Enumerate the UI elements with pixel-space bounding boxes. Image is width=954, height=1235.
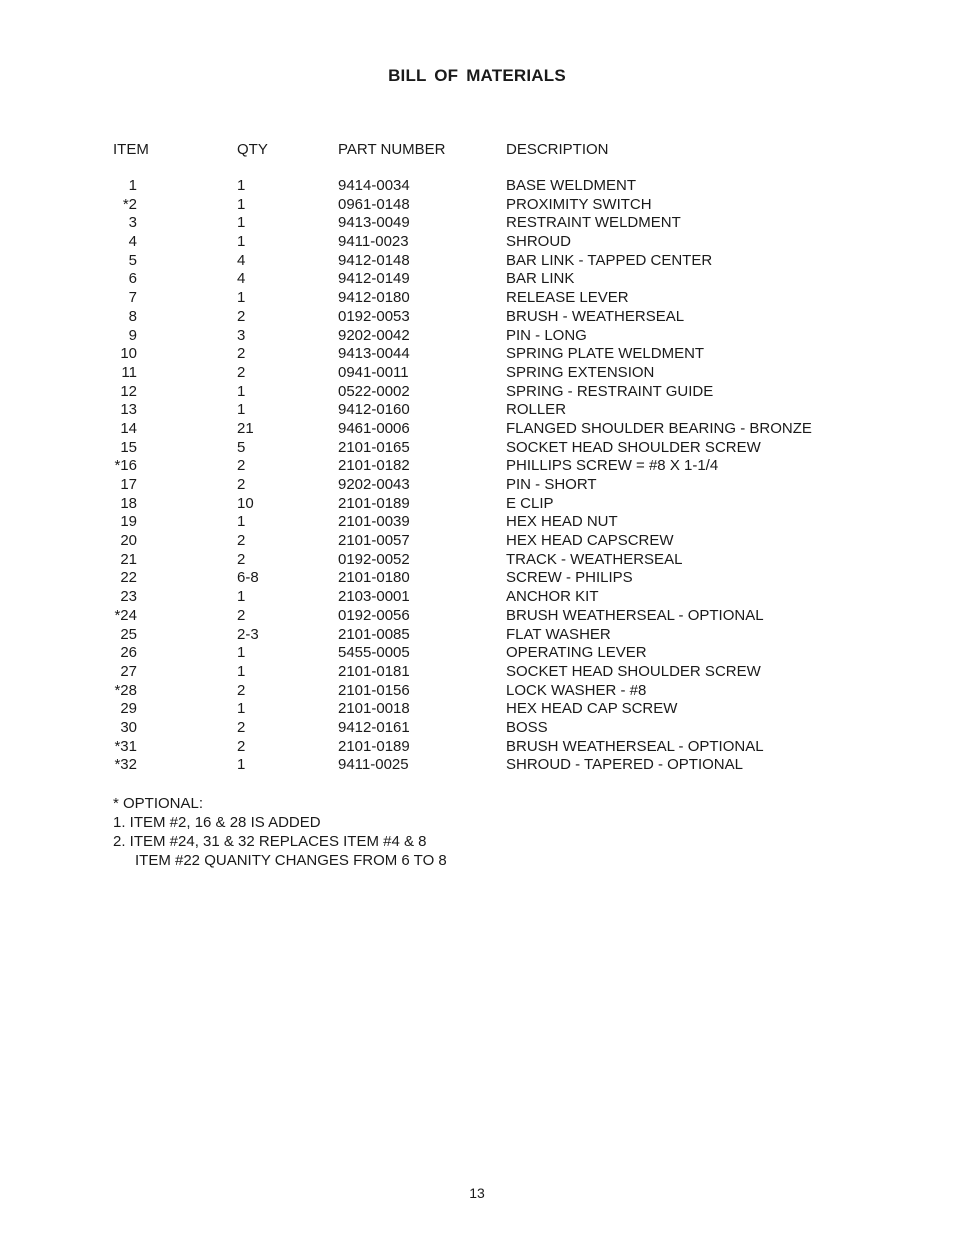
cell-part-number: 2101-0018 xyxy=(338,700,410,718)
cell-part-number: 9202-0043 xyxy=(338,476,410,493)
cell-description: HEX HEAD CAP SCREW xyxy=(506,700,678,718)
cell-description: PROXIMITY SWITCH xyxy=(506,195,652,213)
cell-description: PIN - SHORT xyxy=(506,476,597,493)
table-row xyxy=(113,700,853,719)
cell-item: 7 xyxy=(128,289,137,307)
table-row xyxy=(113,196,853,215)
note-line-2-continuation: ITEM #22 QUANITY CHANGES FROM 6 TO 8 xyxy=(135,852,447,869)
cell-item: 25 xyxy=(120,625,137,643)
cell-description: ANCHOR KIT xyxy=(506,588,599,606)
table-row xyxy=(113,756,853,775)
cell-item: *28 xyxy=(114,681,137,699)
cell-description: SPRING PLATE WELDMENT xyxy=(506,345,705,363)
cell-item: 15 xyxy=(120,438,137,456)
cell-item: *16 xyxy=(114,457,137,475)
cell-part-number: 2101-0180 xyxy=(338,569,410,587)
cell-qty: 3 xyxy=(237,326,246,344)
cell-description: OPERATING LEVER xyxy=(506,644,647,662)
table-row xyxy=(113,513,853,532)
table-row xyxy=(113,364,853,383)
cell-part-number: 2101-0156 xyxy=(338,681,410,699)
cell-qty: 10 xyxy=(237,494,254,512)
cell-qty: 2 xyxy=(237,345,246,363)
cell-part-number: 9413-0049 xyxy=(338,214,410,232)
cell-item: 6 xyxy=(128,270,137,288)
cell-item: 3 xyxy=(128,214,137,232)
cell-description: BRUSH WEATHERSEAL - OPTIONAL xyxy=(506,606,764,624)
cell-description: BRUSH - WEATHERSEAL xyxy=(506,307,685,325)
cell-description: PHILLIPS SCREW = #8 X 1-1/4 xyxy=(506,457,719,475)
cell-item: 1 xyxy=(128,177,137,194)
cell-description: SHROUD - TAPERED - OPTIONAL xyxy=(506,756,743,774)
cell-item: *2 xyxy=(122,195,137,213)
table-row xyxy=(113,551,853,570)
cell-item: *32 xyxy=(114,756,137,774)
cell-part-number: 9413-0044 xyxy=(338,345,410,363)
cell-description: SPRING EXTENSION xyxy=(506,363,655,381)
cell-qty: 2-3 xyxy=(237,625,259,643)
cell-item: 4 xyxy=(128,233,137,251)
cell-part-number: 9414-0034 xyxy=(338,177,410,194)
cell-part-number: 2101-0182 xyxy=(338,457,410,475)
cell-qty: 1 xyxy=(237,513,246,531)
table-row xyxy=(113,588,853,607)
cell-item: 17 xyxy=(120,476,137,493)
table-row xyxy=(113,663,853,682)
cell-qty: 1 xyxy=(237,756,246,774)
table-row xyxy=(113,476,853,495)
cell-qty: 2 xyxy=(237,476,246,493)
cell-description: SCREW - PHILIPS xyxy=(506,569,633,587)
table-row xyxy=(113,607,853,626)
table-row xyxy=(113,682,853,701)
table-row xyxy=(113,626,853,645)
table-row xyxy=(113,214,853,233)
cell-qty: 1 xyxy=(237,195,246,213)
cell-item: 18 xyxy=(120,494,137,512)
cell-part-number: 9461-0006 xyxy=(338,419,410,437)
header-description: DESCRIPTION xyxy=(506,141,609,158)
table-row xyxy=(113,738,853,757)
cell-item: 21 xyxy=(120,550,137,568)
cell-item: 11 xyxy=(121,363,137,381)
cell-description: BAR LINK - TAPPED CENTER xyxy=(506,251,713,269)
cell-qty: 4 xyxy=(237,251,246,269)
cell-qty: 2 xyxy=(237,363,246,381)
cell-qty: 4 xyxy=(237,270,246,288)
cell-part-number: 9412-0149 xyxy=(338,270,410,288)
cell-part-number: 9412-0160 xyxy=(338,401,410,419)
cell-qty: 1 xyxy=(237,289,246,307)
cell-description: BASE WELDMENT xyxy=(506,177,637,194)
cell-description: RELEASE LEVER xyxy=(506,289,629,307)
table-header-row xyxy=(113,140,853,159)
cell-description: BAR LINK xyxy=(506,270,575,288)
cell-part-number: 2101-0057 xyxy=(338,532,410,550)
cell-item: 9 xyxy=(128,326,137,344)
cell-item: 19 xyxy=(120,513,137,531)
cell-description: FLANGED SHOULDER BEARING - BRONZE xyxy=(506,419,812,437)
cell-qty: 2 xyxy=(237,681,246,699)
header-qty: QTY xyxy=(237,141,268,158)
cell-part-number: 2101-0181 xyxy=(338,662,410,680)
cell-description: BRUSH WEATHERSEAL - OPTIONAL xyxy=(506,737,764,755)
table-row xyxy=(113,420,853,439)
table-row xyxy=(113,644,853,663)
cell-description: SOCKET HEAD SHOULDER SCREW xyxy=(506,662,761,680)
cell-item: 8 xyxy=(128,307,137,325)
notes-heading: * OPTIONAL: xyxy=(113,795,204,812)
cell-item: 13 xyxy=(120,401,137,419)
cell-qty: 2 xyxy=(237,606,246,624)
table-row xyxy=(113,401,853,420)
table-row xyxy=(113,308,853,327)
cell-qty: 21 xyxy=(237,419,254,437)
cell-qty: 1 xyxy=(237,644,246,662)
header-part-number: PART NUMBER xyxy=(338,141,446,158)
cell-description: HEX HEAD NUT xyxy=(506,513,618,531)
cell-item: 29 xyxy=(120,700,137,718)
page-number: 13 xyxy=(469,1185,485,1201)
table-row xyxy=(113,270,853,289)
table-row xyxy=(113,289,853,308)
cell-qty: 1 xyxy=(237,233,246,251)
header-item: ITEM xyxy=(113,141,149,158)
cell-item: 26 xyxy=(120,644,137,662)
table-row xyxy=(113,345,853,364)
cell-part-number: 5455-0005 xyxy=(338,644,410,662)
cell-part-number: 9411-0025 xyxy=(338,756,409,774)
table-row xyxy=(113,252,853,271)
cell-item: 12 xyxy=(120,382,137,400)
cell-part-number: 0192-0056 xyxy=(338,606,410,624)
cell-part-number: 0192-0053 xyxy=(338,307,410,325)
note-line-2: 2. ITEM #24, 31 & 32 REPLACES ITEM #4 & 8 xyxy=(113,833,427,850)
cell-qty: 1 xyxy=(237,588,246,606)
cell-qty: 2 xyxy=(237,737,246,755)
cell-qty: 2 xyxy=(237,532,246,550)
cell-part-number: 0941-0011 xyxy=(338,363,409,381)
table-row xyxy=(113,177,853,196)
cell-part-number: 9412-0148 xyxy=(338,251,410,269)
table-row xyxy=(113,569,853,588)
cell-item: 27 xyxy=(120,662,137,680)
cell-item: 5 xyxy=(128,251,137,269)
cell-part-number: 2101-0039 xyxy=(338,513,410,531)
cell-qty: 2 xyxy=(237,457,246,475)
cell-part-number: 9412-0161 xyxy=(338,718,410,736)
cell-part-number: 9412-0180 xyxy=(338,289,410,307)
cell-description: LOCK WASHER - #8 xyxy=(506,681,647,699)
cell-description: SPRING - RESTRAINT GUIDE xyxy=(506,382,714,400)
note-line-1: 1. ITEM #2, 16 & 28 IS ADDED xyxy=(113,814,321,831)
cell-part-number: 2103-0001 xyxy=(338,588,410,606)
cell-item: 22 xyxy=(120,569,137,587)
cell-description: FLAT WASHER xyxy=(506,625,611,643)
table-row xyxy=(113,532,853,551)
cell-description: BOSS xyxy=(506,718,548,736)
cell-item: *24 xyxy=(114,606,137,624)
cell-part-number: 0522-0002 xyxy=(338,382,410,400)
table-row xyxy=(113,383,853,402)
cell-description: SHROUD xyxy=(506,233,572,251)
cell-qty: 1 xyxy=(237,662,246,680)
cell-part-number: 0961-0148 xyxy=(338,195,410,213)
cell-item: 14 xyxy=(120,419,137,437)
cell-item: 23 xyxy=(120,588,137,606)
cell-part-number: 0192-0052 xyxy=(338,550,410,568)
cell-qty: 6-8 xyxy=(237,569,259,587)
cell-description: ROLLER xyxy=(506,401,567,419)
cell-description: TRACK - WEATHERSEAL xyxy=(506,550,683,568)
cell-part-number: 9202-0042 xyxy=(338,326,410,344)
cell-description: PIN - LONG xyxy=(506,326,587,344)
cell-description: RESTRAINT WELDMENT xyxy=(506,214,681,232)
cell-description: SOCKET HEAD SHOULDER SCREW xyxy=(506,438,761,456)
cell-qty: 1 xyxy=(237,382,246,400)
cell-qty: 2 xyxy=(237,718,246,736)
bill-of-materials-table xyxy=(113,140,853,775)
cell-description: E CLIP xyxy=(506,494,554,512)
cell-qty: 1 xyxy=(237,214,246,232)
table-row xyxy=(113,495,853,514)
cell-item: *31 xyxy=(114,737,137,755)
table-row xyxy=(113,327,853,346)
cell-part-number: 2101-0085 xyxy=(338,625,410,643)
cell-qty: 2 xyxy=(237,307,246,325)
cell-qty: 2 xyxy=(237,550,246,568)
optional-notes xyxy=(113,794,447,870)
cell-description: HEX HEAD CAPSCREW xyxy=(506,532,674,550)
table-row xyxy=(113,439,853,458)
cell-qty: 1 xyxy=(237,177,246,194)
cell-qty: 5 xyxy=(237,438,246,456)
cell-item: 10 xyxy=(120,345,137,363)
cell-item: 30 xyxy=(120,718,137,736)
cell-qty: 1 xyxy=(237,401,246,419)
page-title: BILL OF MATERIALS xyxy=(388,66,566,85)
table-row xyxy=(113,457,853,476)
cell-part-number: 2101-0189 xyxy=(338,494,410,512)
cell-qty: 1 xyxy=(237,700,246,718)
table-row xyxy=(113,719,853,738)
cell-part-number: 2101-0189 xyxy=(338,737,410,755)
cell-part-number: 2101-0165 xyxy=(338,438,410,456)
table-row xyxy=(113,233,853,252)
cell-part-number: 9411-0023 xyxy=(338,233,409,251)
cell-item: 20 xyxy=(120,532,137,550)
